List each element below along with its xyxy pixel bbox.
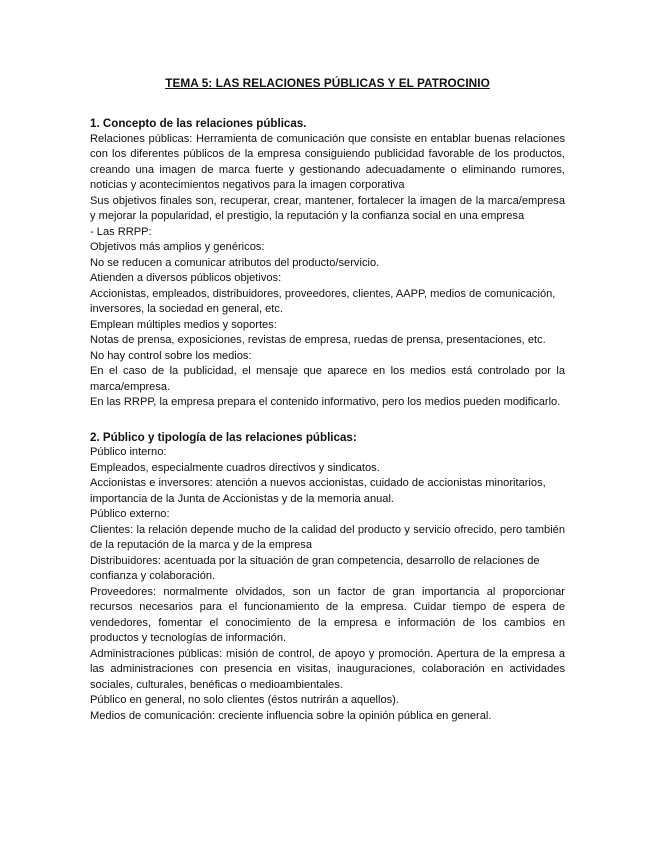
section-2 [90, 430, 565, 725]
paragraph: Público interno: [90, 446, 167, 458]
paragraph: En las RRPP, la empresa prepara el contenido informativo, pero los medios pueden modificarlo. [90, 396, 561, 408]
section-1 [90, 116, 565, 411]
paragraph: Emplean múltiples medios y soportes: [90, 318, 277, 331]
section-heading: 1. Concepto de las relaciones públicas. [90, 117, 307, 130]
paragraph: Accionistas, empleados, distribuidores, proveedores, clientes, AAPP, medios de comunicación, inversores, la sociedad en general, etc. [90, 287, 556, 315]
paragraph: Administraciones públicas: misión de control, de apoyo y promoción. Apertura de la empresa a las administraciones con presencia en visitas, inauguraciones, colaboración en actividades sociales, culturales, benéficas o medioambientales. [90, 647, 565, 691]
paragraph: Empleados, especialmente cuadros directivos y sindicatos. [90, 461, 380, 474]
paragraph: Relaciones públicas: Herramienta de comunicación que consiste en entablar buenas relaciones con los diferentes públicos de la empresa consiguiendo publicidad favorable de los productos, creando una imagen de marca fuerte y gestionando adecuadamente o eliminando rumores, noticias y acontecimientos negativos para la imagen corporativa [90, 132, 565, 191]
paragraph: Objetivos más amplios y genéricos: [90, 241, 265, 253]
section-heading: 2. Público y tipología de las relaciones públicas: [90, 430, 357, 444]
paragraph: Clientes: la relación depende mucho de la calidad del producto y servicio ofrecido, pero también de la reputación de la marca y de la empresa [90, 523, 565, 551]
paragraph: En el caso de la publicidad, el mensaje que aparece en los medios está controlado por la marca/empresa. [90, 365, 565, 393]
paragraph: No se reducen a comunicar atributos del producto/servicio. [90, 256, 380, 269]
paragraph: Público externo: [90, 508, 170, 520]
paragraph: - Las RRPP: [90, 225, 152, 238]
paragraph: Sus objetivos finales son, recuperar, crear, mantener, fortalecer la imagen de la marca/empresa y mejorar la popularidad, el prestigio, la reputación y la confianza social en una empresa [90, 194, 565, 222]
document-title: TEMA 5: LAS RELACIONES PÚBLICAS Y EL PATROCINIO [165, 76, 490, 90]
paragraph: Notas de prensa, exposiciones, revistas de empresa, ruedas de prensa, presentaciones, etc. [90, 334, 546, 346]
paragraph: Distribuidores: acentuada por la situación de gran competencia, desarrollo de relaciones de confianza y colaboración. [90, 554, 540, 582]
paragraph: No hay control sobre los medios: [90, 349, 252, 362]
paragraph: Medios de comunicación: creciente influencia sobre la opinión pública en general. [90, 709, 492, 722]
paragraph: Proveedores: normalmente olvidados, son un factor de gran importancia al proporcionar recursos necesarios para el funcionamiento de la empresa. Cuidar tiempo de espera de vendedores, fomentar el conocimiento de la empresa e información de los cambios en productos y tecnologías de información. [90, 585, 565, 644]
paragraph: Público en general, no solo clientes (éstos nutrirán a aquellos). [90, 694, 399, 706]
paragraph: Accionistas e inversores: atención a nuevos accionistas, cuidado de accionistas minoritarios, importancia de la Junta de Accionistas y de la memoria anual. [90, 477, 546, 505]
paragraph: Atienden a diversos públicos objetivos: [90, 272, 282, 284]
document-body [90, 116, 565, 724]
